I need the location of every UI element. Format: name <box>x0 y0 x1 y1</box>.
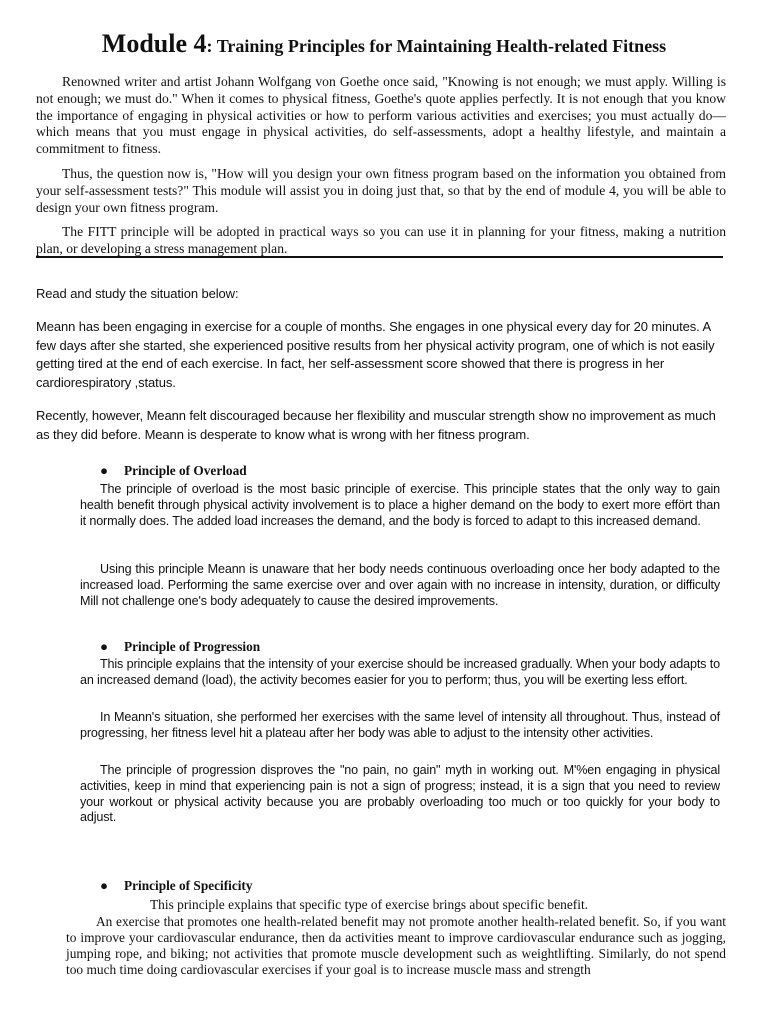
overload-paragraph-1: The principle of overload is the most basic principle of exercise. This principle states that the only way to gain health benefit through physical activity involvement is to place a higher demand on the body to exert more effört than it normally does. The added load increases the demand, and the body is forced to adapt to this increased demand. <box>80 482 720 528</box>
page-title <box>0 28 768 59</box>
progression-paragraph-1: This principle explains that the intensity of your exercise should be increased gradually. When your body adapts to an increased demand (load), the activity becomes easier for you to perform; thus, you will be exerting less effort. <box>80 657 720 687</box>
overload-heading <box>100 463 247 479</box>
specificity-heading <box>100 878 253 894</box>
bullet-icon: ● <box>100 639 109 654</box>
progression-paragraph-3: The principle of progression disproves the "no pain, no gain" myth in working out. M'%en engaging in physical activities, keep in mind that experiencing pain is not a sign of progress; instead, it is a sign that you need to review your workout or physical activity because you are probably overloading too much or too quickly for your body to adjust. <box>80 763 720 825</box>
specificity-paragraph-1: This principle explains that specific type of exercise brings about specific benefit. <box>150 897 589 912</box>
module-number: Module 4 <box>101 29 207 58</box>
situation-lead: Read and study the situation below: <box>36 286 239 301</box>
overload-paragraph-2: Using this principle Meann is unaware that her body needs continuous overloading once her body adapted to the increased load. Performing the same exercise over and over again with no increase in intensity, duration, or difficulty Mill not challenge one's body adequately to cause the desired improvements. <box>80 562 720 608</box>
progression-heading-text: Principle of Progression <box>124 639 261 654</box>
situation-paragraph-1: Meann has been engaging in exercise for a couple of months. She engages in one physical every day for 20 minutes. A few days after she started, she experienced positive results from her physical activity program, one of which is not easily getting tired at the end of each exercise. In fact, her self-assessment score showed that there is progress in her cardiorespiratory ,status. <box>36 319 715 390</box>
intro-paragraph-2: Thus, the question now is, "How will you design your own fitness program based on the information you obtained from your self-assessment tests?" This module will assist you in doing just that, so that by the end of module 4, you will be able to design your own fitness program. <box>36 166 726 215</box>
specificity-heading-text: Principle of Specificity <box>124 878 253 893</box>
section-divider <box>36 256 723 258</box>
bullet-icon: ● <box>100 463 109 478</box>
intro-paragraph-1: Renowned writer and artist Johann Wolfgang von Goethe once said, "Knowing is not enough; we must apply. Willing is not enough; we must do." When it comes to physical fitness, Goethe's quote applies perfectly. It is not enough that you know the importance of engaging in physical activities or how to perform various activities and exercises; you must actually do—which means that you must engage in physical activities, do self-assessments, adopt a healthy lifestyle, and maintain a commitment to fitness. <box>36 74 726 157</box>
situation-paragraph-2: Recently, however, Meann felt discouraged because her flexibility and muscular strength show no improvement as much as they did before. Meann is desperate to know what is wrong with her fitness program. <box>36 408 716 442</box>
specificity-paragraph-2: An exercise that promotes one health-related benefit may not promote another health-related benefit. So, if you want to improve your cardiovascular endurance, then da activities meant to improve cardiovascular endurance such as jogging, jumping rope, and biking; not activities that promote muscle development such as weightlifting. Similarly, do not spend too much time doing cardiovascular exercises if your goal is to increase muscle mass and strength <box>66 914 726 977</box>
progression-paragraph-2: In Meann's situation, she performed her exercises with the same level of intensity all throughout. Thus, instead of progressing, her fitness level hit a plateau after her body was able to adjust to the intensity other activities. <box>80 710 720 740</box>
progression-heading <box>100 639 260 655</box>
intro-paragraph-3: The FITT principle will be adopted in practical ways so you can use it in planning for your fitness, making a nutrition plan, or developing a stress management plan. <box>36 224 726 256</box>
bullet-icon: ● <box>100 878 109 893</box>
overload-heading-text: Principle of Overload <box>124 463 247 478</box>
module-subtitle: : Training Principles for Maintaining Health-related Fitness <box>206 36 667 56</box>
